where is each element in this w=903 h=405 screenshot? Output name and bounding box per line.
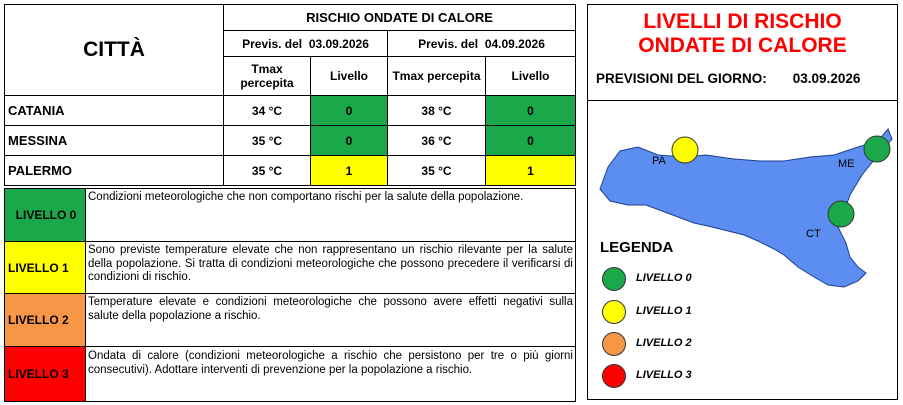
forecast-header-1: Previs. del 03.09.2026: [224, 31, 388, 57]
map-label-me: ME: [838, 158, 855, 170]
level-row: [5, 242, 576, 294]
level-2-description: Temperature elevate e condizioni meteorologiche che possono avere effetti negativi sulla salute della popolazione a rischio.: [86, 294, 576, 347]
level-day1: 0: [311, 126, 388, 156]
city-name: CATANIA: [5, 96, 224, 126]
legend-dot-red: [602, 364, 626, 388]
legend-dot-orange: [602, 332, 626, 356]
tmax-day1: 35 °C: [224, 126, 311, 156]
forecast-day-label: PREVISIONI DEL GIORNO:: [596, 71, 767, 86]
legend-dot-yellow: [602, 300, 626, 324]
palermo-marker: [672, 137, 698, 163]
main-header: RISCHIO ONDATE DI CALORE: [224, 5, 576, 31]
map-label-pa: PA: [652, 155, 666, 167]
level-3-description: Ondata di calore (condizioni meteorologiche a rischio che persistono per tre o più giorni consecutivi). Adottare interventi di prevenzione per la popolazione a rischio.: [86, 347, 576, 402]
tmax-day1: 34 °C: [224, 96, 311, 126]
level-row: [5, 189, 576, 242]
level-day2: 0: [486, 96, 576, 126]
level-day1: 0: [311, 96, 388, 126]
forecast-day-date: 03.09.2026: [792, 71, 861, 86]
col-tmax-2: Tmax percepita: [388, 57, 486, 96]
col-tmax-1: Tmax percepita: [224, 57, 311, 96]
forecast-header-2: Previs. del 04.09.2026: [388, 31, 576, 57]
legend-label: LIVELLO 2: [636, 337, 692, 349]
level-description-table: [4, 188, 576, 402]
tmax-day2: 36 °C: [388, 126, 486, 156]
level-row: [5, 294, 576, 347]
panel-title-line-2: ONDATE DI CALORE: [638, 34, 847, 57]
level-1-label: LIVELLO 1: [5, 242, 86, 294]
catania-marker: [828, 201, 854, 227]
level-2-label: LIVELLO 2: [5, 294, 86, 347]
panel-title: [588, 10, 897, 58]
level-day2: 1: [486, 156, 576, 186]
table-row: [5, 96, 576, 126]
map-panel: [587, 4, 898, 400]
tmax-day2: 38 °C: [388, 96, 486, 126]
level-3-label: LIVELLO 3: [5, 347, 86, 402]
table-row: [5, 156, 576, 186]
risk-table-panel: [4, 4, 576, 400]
level-day1: 1: [311, 156, 388, 186]
city-header: CITTÀ: [5, 5, 224, 96]
city-name: PALERMO: [5, 156, 224, 186]
col-level-1: Livello: [311, 57, 388, 96]
legend-label: LIVELLO 1: [636, 305, 692, 317]
level-row: [5, 347, 576, 402]
tmax-day2: 35 °C: [388, 156, 486, 186]
level-1-description: Sono previste temperature elevate che non rappresentano un rischio rilevante per la salute della popolazione. Si tratta di condizioni meteorologiche che possono precedere il verificarsi di condizioni di rischio.: [86, 242, 576, 294]
table-row: [5, 126, 576, 156]
level-day2: 0: [486, 126, 576, 156]
map-label-ct: CT: [806, 228, 821, 240]
legend-label: LIVELLO 0: [636, 272, 692, 284]
col-level-2: Livello: [486, 57, 576, 96]
level-0-description: Condizioni meteorologiche che non comportano rischi per la salute della popolazione.: [86, 189, 576, 242]
tmax-day1: 35 °C: [224, 156, 311, 186]
legend-title: LEGENDA: [600, 239, 674, 256]
messina-marker: [864, 136, 890, 162]
sicily-map: [588, 117, 897, 297]
forecast-day: [596, 71, 860, 86]
legend-dot-green: [602, 267, 626, 291]
risk-table: [4, 4, 576, 186]
level-0-label: LIVELLO 0: [5, 189, 86, 242]
legend-label: LIVELLO 3: [636, 369, 692, 381]
panel-title-line-1: LIVELLI DI RISCHIO: [643, 10, 842, 33]
city-name: MESSINA: [5, 126, 224, 156]
panel-divider: [588, 100, 897, 101]
